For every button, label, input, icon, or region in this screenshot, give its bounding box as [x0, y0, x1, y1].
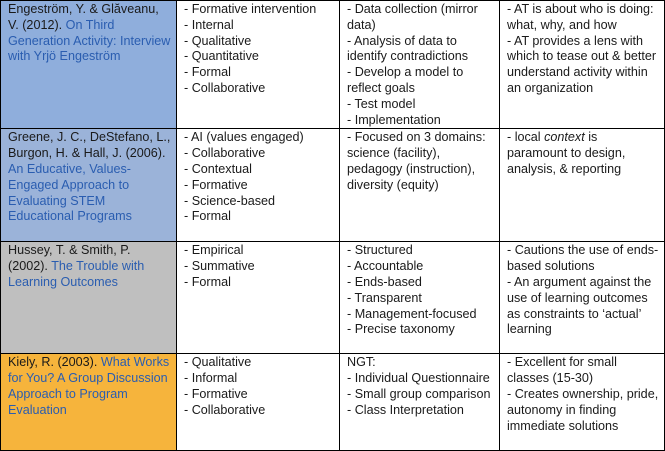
citation-authors: Engeström, Y. & Glăveanu, V. (2012). [8, 2, 159, 32]
list-item: - Accountable [347, 259, 424, 274]
list-item: - Implementation [347, 112, 441, 127]
list-item: - Formative intervention [184, 2, 317, 16]
list-item: - Formal [184, 209, 231, 224]
list-item: - An argument against the use of learning outcomes as constraints to ‘actual’ learning [507, 274, 652, 337]
notes-emphasis: context [544, 130, 585, 145]
notes-cell [500, 1, 665, 129]
list-item: - Excellent for small classes (15-30) [507, 355, 617, 386]
list-item: - Management-focused [347, 306, 477, 321]
notes-cell [500, 354, 665, 451]
process-cell [340, 354, 500, 451]
table-row [1, 354, 665, 451]
list-item: - Class Interpretation [347, 402, 464, 417]
notes-suffix: is paramount to design, analysis, & reporting [507, 130, 626, 176]
list-item: - Structured [347, 243, 413, 258]
list-item: - Creates ownership, pride, autonomy in finding immediate solutions [507, 386, 659, 433]
methods-cell [177, 129, 340, 242]
citation-cell [1, 354, 177, 451]
list-item: - Science-based [184, 193, 276, 208]
list-item: - AT is about who is doing: what, why, and how [507, 2, 654, 32]
process-cell [340, 1, 500, 129]
list-item: - Test model [347, 96, 416, 111]
list-item: - Contextual [184, 161, 252, 176]
process-cell [340, 129, 500, 242]
list-item: - Internal [184, 17, 234, 32]
process-heading: NGT: [347, 355, 376, 370]
citation-title-link[interactable]: An Educative, Values-Engaged Approach to Evaluating STEM Educational Programs [8, 161, 132, 224]
list-item: - Summative [184, 259, 255, 274]
list-item: - Analysis of data to identify contradictions [347, 33, 469, 64]
list-item: - Formal [184, 65, 231, 80]
table-row [1, 242, 665, 354]
list-item: - Individual Questionnaire [347, 371, 490, 386]
citation-cell [1, 129, 177, 242]
list-item: - Cautions the use of ends-based solutions [507, 243, 659, 274]
list-item: - Data collection (mirror data) [347, 2, 478, 32]
list-item: - Collaborative [184, 146, 266, 161]
list-item: - Informal [184, 371, 238, 386]
list-item: - Qualitative [184, 33, 252, 48]
citation-authors: Greene, J. C., DeStefano, L., Burgon, H. & Hall, J. (2006). [8, 130, 171, 161]
citation-title-link[interactable]: On Third Generation Activity: Interview with Yrjö Engeström [8, 17, 171, 64]
list-item: - Develop a model to reflect goals [347, 65, 464, 95]
list-item: - AT provides a lens with which to tease out & better understand activity within an organization [507, 33, 657, 95]
table-row [1, 129, 665, 242]
citation-title-link[interactable]: What Works for You? A Group Discussion Approach to Program Evaluation [8, 355, 170, 417]
methods-cell [177, 1, 340, 129]
list-item: - Focused on 3 domains: science (facility), pedagogy (instruction), diversity (equity) [347, 130, 486, 192]
list-item: - Precise taxonomy [347, 322, 455, 337]
methods-cell [177, 354, 340, 451]
list-item: - Small group comparison [347, 386, 491, 401]
list-item: - Qualitative [184, 355, 252, 370]
list-item: - Formative [184, 386, 248, 401]
list-item: - Ends-based [347, 274, 422, 289]
citation-cell [1, 242, 177, 354]
list-item: - Transparent [347, 290, 422, 305]
notes-prefix: - local [507, 130, 545, 145]
list-item: - Formative [184, 177, 248, 192]
list-item [507, 130, 660, 177]
citation-authors: Kiely, R. (2003). [8, 355, 98, 370]
list-item: - Empirical [184, 243, 244, 258]
notes-cell [500, 129, 665, 242]
list-item: - Quantitative [184, 49, 259, 64]
citation-title-link[interactable]: The Trouble with Learning Outcomes [8, 259, 145, 289]
process-cell [340, 242, 500, 354]
notes-cell [500, 242, 665, 354]
citation-authors: Hussey, T. & Smith, P. (2002). [8, 243, 131, 274]
list-item: - AI (values engaged) [184, 130, 304, 145]
list-item: - Collaborative [184, 80, 266, 95]
methods-cell [177, 242, 340, 354]
table-row [1, 1, 665, 129]
list-item: - Formal [184, 274, 231, 289]
list-item: - Collaborative [184, 402, 266, 417]
citation-cell [1, 1, 177, 129]
